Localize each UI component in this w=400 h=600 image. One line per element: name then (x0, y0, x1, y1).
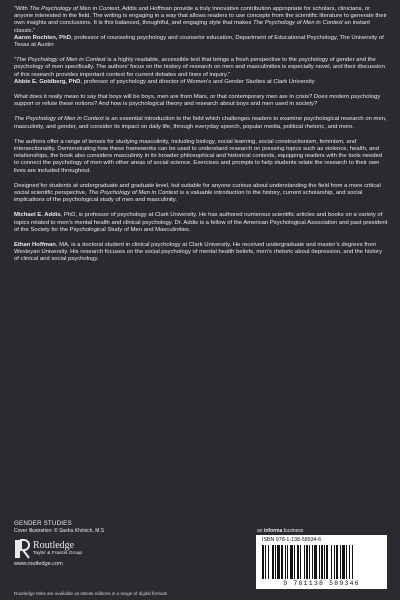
quote-rochlen (14, 6, 388, 49)
intro-text: is an essential introduction to the field which challenges readers to examine psychological research on men, masculinity, and gender, and consider its impact on daily life, through everyday speech, popular media, political rhetoric, and more. (14, 116, 387, 130)
informa-post: business (282, 528, 304, 534)
quote-affiliation: , professor of psychology and director of Women’s and Gender Studies at Clark University (80, 78, 315, 85)
routledge-logo-icon (14, 539, 30, 559)
publisher-group: Taylor & Francis Group (33, 551, 83, 556)
audience-text: is a valuable introduction to the history, current scholarship, and social implications of the psychological study of men and masculinity. (14, 190, 363, 204)
quote-open: “ (14, 57, 16, 64)
author-name: Michael E. Addis (14, 212, 61, 219)
author-name: Ethan Hoffman (14, 242, 56, 249)
quote-author: Abbie E. Goldberg, PhD (14, 78, 81, 85)
quote-open: “With (14, 6, 30, 12)
author-bio-hoffman (14, 242, 388, 264)
quote-affiliation: , professor of counseling psychology and counselor education, Department of Educational Psychology, The University of Texas at Austin (14, 34, 384, 49)
author-degree: , PhD (60, 212, 76, 219)
quote-goldberg (14, 57, 388, 86)
book-title: The Psychology of Men in Context (14, 116, 104, 123)
publisher-name: Routledge (33, 540, 75, 551)
book-title: The Psychology of Men in Context (253, 20, 343, 27)
audience-text: Designed for students at undergraduate and graduate level, but suitable for anyone curious about understanding the field from a more critical social scientific perspective, (14, 182, 381, 197)
barcode-number: 9 781138 589346 (283, 580, 360, 587)
ebook-note: Routledge titles are available as eBook editions in a range of digital formats (14, 591, 168, 596)
quote-text (14, 57, 388, 79)
author-degree: , MA (55, 242, 68, 249)
quote-attribution (14, 35, 388, 49)
book-title: The Psychology of Men in Context (88, 190, 179, 197)
barcode-icon (260, 545, 383, 579)
quote-attribution (14, 79, 388, 86)
cover-credit: Cover illustration: © Sasha Khrisich, M.S (14, 528, 105, 534)
subject-category: GENDER STUDIES (14, 520, 72, 527)
informa-business (257, 528, 303, 534)
quote-author: Aaron Rochlen, PhD (14, 34, 71, 41)
publisher-website[interactable]: www.routledge.com (14, 561, 63, 567)
informa-brand: informa (263, 528, 283, 534)
informa-pre: an (257, 528, 264, 534)
quote-close: an instant classic.” (14, 20, 370, 34)
author-bio-addis (14, 212, 388, 234)
barcode-panel (256, 535, 387, 589)
audience-paragraph (14, 183, 388, 205)
author-bio-text: , is professor of psychology at Clark University. He has authored numerous scientific articles and books on a variety of topics related to men’s mental health and clinical psychology. Dr. Addis is a fellow of the American Psychological Association and past president of the Society for the Psychological Study of Men and Masculinities. (14, 212, 388, 233)
author-bio-text: , is a doctoral student in clinical psychology at Clark University. He received undergraduate and master’s degrees from Wesleyan University. His research focuses on the social psychology of mental health beliefs, men’s rhetoric about depression, and the history of clinical and social psychology. (14, 242, 383, 263)
book-title: The Psychology of Men in Context (15, 57, 106, 64)
intro-paragraph (14, 116, 388, 130)
quote-body: is a highly readable, accessible text that brings a fresh perspective to the psychology of gender and the psychology of men specifically. The authors’ focus on the history of research on men and masculinities is especially novel, and their discussion of this research provides important context for current debates and lines of inquiry.” (14, 57, 385, 78)
back-cover-text (14, 6, 388, 264)
book-title: The Psychology of Men in Context (29, 6, 120, 12)
lenses-paragraph: The authors offer a range of lenses for studying masculinity, including biology, social learning, social constructionism, feminism, and intersectionality. Demonstrating how these frameworks can be used to understand research on pressing topics such as violence, health, and relationships, the book also considers masculinity in its broader philosophical and historical contexts, equipping readers with the tools needed to connect the psychology of men with other areas of social science. Exercises and prompts to help students relate the research to their own lives are included throughout. (14, 138, 383, 174)
quote-text (14, 6, 388, 35)
isbn-label: ISBN 978-1-138-58934-6 (262, 537, 322, 543)
quote-body: , Addis and Hoffman provide a truly innovative contribution appropriate for scholars, clinicians, or anyone interested in the field. The writing is engaging in a way that allows readers to use concepts from the scientific literature to generate their own insights and conclusions. It is this balanced, thoughtful, and engaging style that makes (14, 6, 387, 27)
questions-paragraph: What does it really mean to say that boys will be boys, men are from Mars, or that contemporary men are in crisis? Does modern psychology support or refute these notions? And how is psychological theory and research about boys and men used in society? (14, 94, 381, 108)
